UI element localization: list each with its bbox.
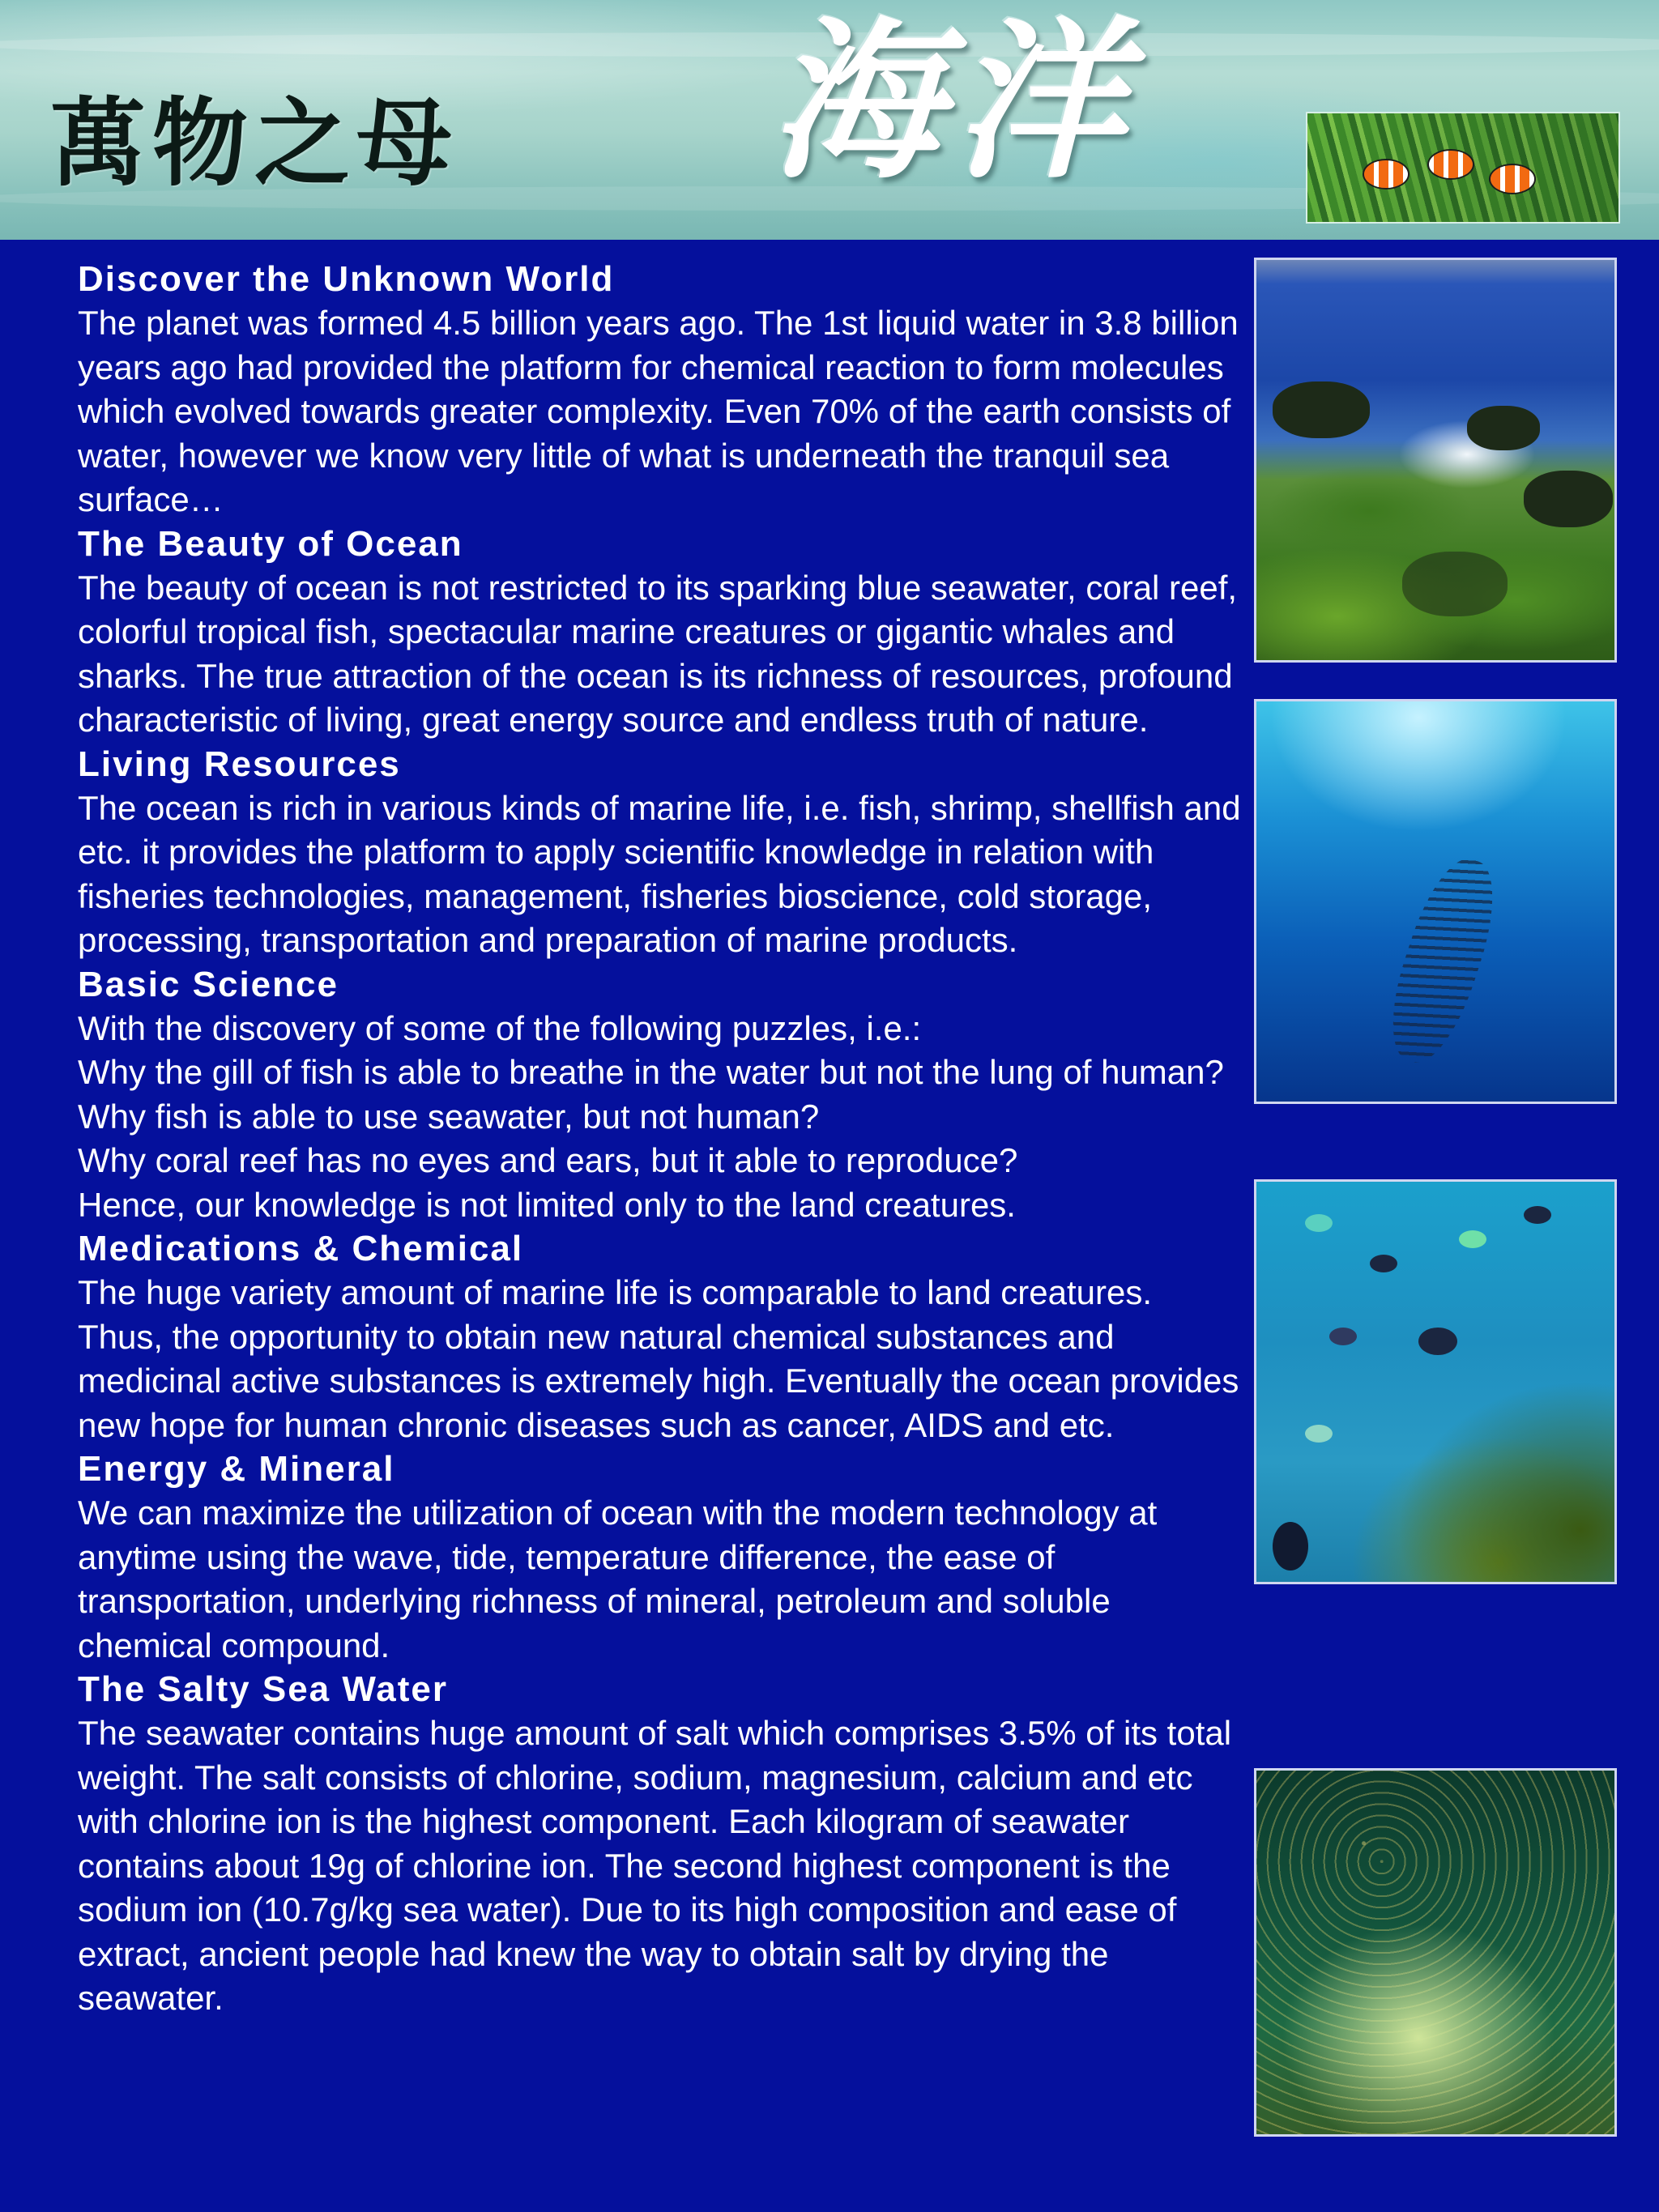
- coral-reef-fish-photo: [1254, 1179, 1617, 1584]
- rock: [1467, 406, 1540, 450]
- section-body: The seawater contains huge amount of salt which comprises 3.5% of its total weight. The salt consists of chlorine, sodium, magnesium, calcium and etc with chlorine ion is the highest component. Each kilogram of seawater contains about 19g of chlorine ion. The second highest component is the sodium ion (10.7g/kg sea water). Due to its high composition and ease of extract, ancient people had knew the way to obtain salt by drying the seawater.: [78, 1714, 1232, 2017]
- section-energy: [78, 1447, 1244, 1668]
- section-line: With the discovery of some of the following puzzles, i.e.:: [78, 1008, 922, 1047]
- section-discover: [78, 258, 1244, 522]
- fish: [1305, 1214, 1333, 1232]
- fish: [1418, 1328, 1457, 1355]
- section-title: Discover the Unknown World: [78, 259, 615, 299]
- section-beauty: [78, 522, 1244, 743]
- section-body: [78, 1007, 1244, 1228]
- fish: [1524, 1206, 1551, 1224]
- subtitle-chinese: 萬物之母: [50, 87, 459, 199]
- rock: [1524, 471, 1613, 527]
- rock: [1273, 381, 1370, 438]
- section-body: The ocean is rich in various kinds of marine life, i.e. fish, shrimp, shellfish and etc. it provides the platform to apply scientific knowledge in relation with fisheries technologies, management, fisheries bioscience, cold storage, processing, transportation and preparation of marine products.: [78, 788, 1241, 959]
- clownfish-photo: [1306, 112, 1620, 224]
- section-title: Medications & Chemical: [78, 1229, 524, 1268]
- section-living-resources: [78, 743, 1244, 963]
- section-body: The huge variety amount of marine life is comparable to land creatures. Thus, the opportunity to obtain new natural chemical substances and medicinal active substances is extremely high. Eventually the ocean provides new hope for human chronic diseases such as cancer, AIDS and etc.: [78, 1273, 1239, 1444]
- section-salty-water: [78, 1668, 1244, 2021]
- fish: [1273, 1522, 1308, 1571]
- section-line: Why coral reef has no eyes and ears, but it able to reproduce?: [78, 1141, 1018, 1179]
- fish: [1459, 1230, 1486, 1248]
- section-line: Hence, our knowledge is not limited only to the land creatures.: [78, 1185, 1016, 1224]
- section-body: The beauty of ocean is not restricted to its sparking blue seawater, coral reef, colorful tropical fish, spectacular marine creatures or gigantic whales and sharks. The true attraction of the ocean is its richness of resources, profound characteristic of living, great energy source and endless truth of nature.: [78, 568, 1238, 739]
- fish: [1370, 1255, 1397, 1272]
- section-line: Why the gill of fish is able to breathe in the water but not the lung of human?: [78, 1053, 1224, 1091]
- section-title: Basic Science: [78, 964, 339, 1004]
- coral-spawning-photo: [1254, 1768, 1617, 2137]
- section-basic-science: [78, 963, 1244, 1228]
- section-medications: [78, 1227, 1244, 1447]
- deep-sea-fish-school-photo: [1254, 699, 1617, 1104]
- fish: [1305, 1425, 1333, 1443]
- fish-school: [1375, 849, 1510, 1072]
- section-title: Living Resources: [78, 744, 401, 784]
- clownfish: [1429, 151, 1473, 178]
- section-title: Energy & Mineral: [78, 1449, 395, 1489]
- fish: [1329, 1328, 1357, 1345]
- clownfish: [1491, 165, 1534, 193]
- section-title: The Salty Sea Water: [78, 1669, 448, 1709]
- clownfish: [1364, 160, 1408, 188]
- section-title: The Beauty of Ocean: [78, 523, 463, 564]
- rock: [1402, 552, 1508, 616]
- rocky-shore-photo: [1254, 258, 1617, 663]
- header-banner: [0, 0, 1659, 240]
- title-chinese: 海洋: [770, 2, 1136, 202]
- section-body: The planet was formed 4.5 billion years ago. The 1st liquid water in 3.8 billion years ago had provided the platform for chemical reaction to form molecules which evolved towards greater complexity. Even 70% of the earth consists of water, however we know very little of what is underneath the tranquil sea surface…: [78, 304, 1239, 518]
- section-body: We can maximize the utilization of ocean with the modern technology at anytime using the wave, tide, temperature difference, the ease of transportation, underlying richness of mineral, petroleum and soluble chemical compound.: [78, 1494, 1158, 1664]
- section-line: Why fish is able to use seawater, but not human?: [78, 1097, 820, 1136]
- article-content: [78, 258, 1244, 2021]
